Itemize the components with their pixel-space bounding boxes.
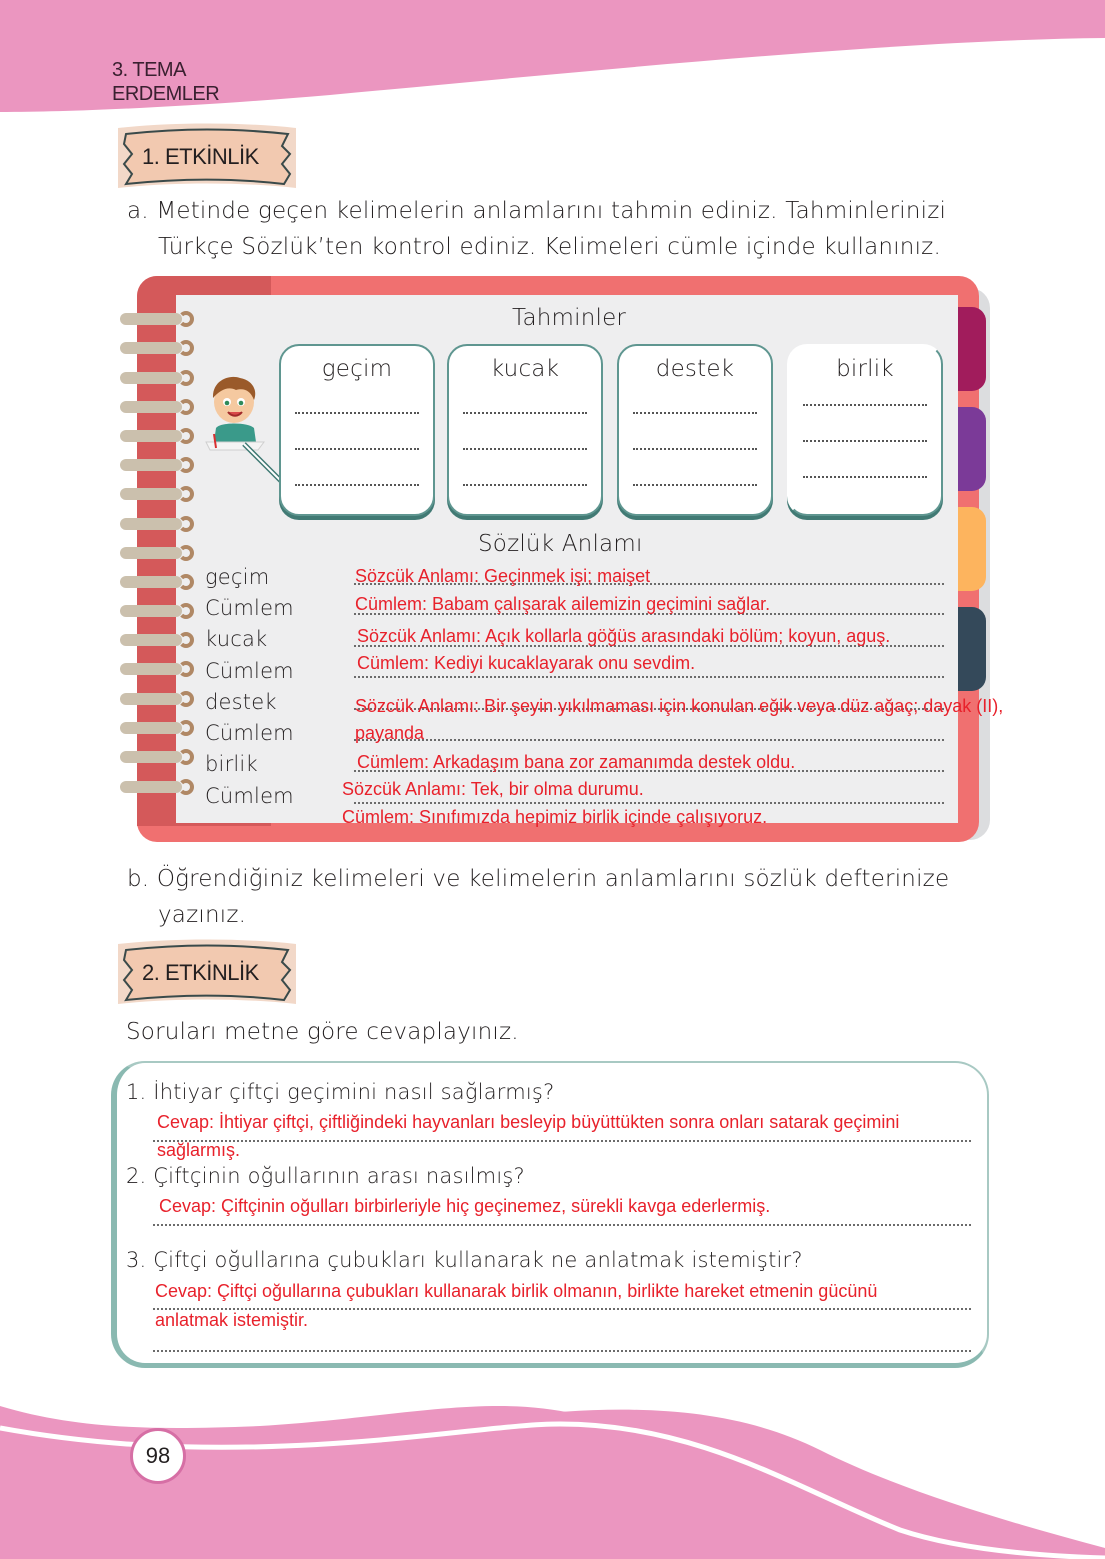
- guess-card: [279, 344, 435, 516]
- theme-number: 3. TEMA: [112, 59, 186, 81]
- instruction-a: a. Metinde geçen kelimelerin anlamlarını tahmin ediniz. Tahminlerinizi Türkçe Sözlük’ten kontrol ediniz. Kelimeleri cümle içinde kullanınız.: [127, 198, 947, 260]
- guesses-title: Tahminler: [512, 305, 627, 331]
- guess-word: destek: [655, 356, 735, 382]
- row-label: Cümlem: [205, 721, 294, 745]
- guess-card: [787, 344, 943, 516]
- spiral-ring: [120, 691, 192, 707]
- answer-line[interactable]: [354, 676, 944, 678]
- answer-line[interactable]: [295, 484, 419, 486]
- spiral-ring: [120, 574, 192, 590]
- question-1: 1. İhtiyar çiftçi geçimini nasıl sağlarmış?: [126, 1080, 555, 1104]
- spiral-ring: [120, 311, 192, 327]
- answer-text: payanda: [355, 723, 425, 743]
- notebook-tab-magenta: [958, 307, 986, 391]
- answer-line[interactable]: [295, 412, 419, 414]
- theme-name: ERDEMLER: [112, 83, 220, 105]
- spiral-ring: [120, 720, 192, 736]
- answer-line[interactable]: [803, 440, 927, 442]
- theme-label: [112, 58, 219, 106]
- activity2-title: 2. ETKİNLİK: [142, 960, 259, 985]
- answer-line[interactable]: [463, 448, 587, 450]
- answer-1-cont: sağlarmış.: [157, 1140, 241, 1160]
- answer-text: Cümlem: Arkadaşım bana zor zamanımda destek oldu.: [357, 752, 796, 772]
- activity1-title: 1. ETKİNLİK: [142, 144, 259, 169]
- instruction-activity2: Soruları metne göre cevaplayınız.: [126, 1019, 519, 1045]
- page-number: 98: [130, 1428, 186, 1484]
- guess-word: birlik: [836, 356, 894, 382]
- answer-text: Sözcük Anlamı: Açık kollarla göğüs arasındaki bölüm; koyun, aguş.: [357, 626, 891, 646]
- spiral-ring: [120, 545, 192, 561]
- spiral-ring: [120, 340, 192, 356]
- question-2: 2. Çiftçinin oğullarının arası nasılmış?: [126, 1164, 525, 1188]
- spiral-ring: [120, 457, 192, 473]
- answer-line[interactable]: [463, 412, 587, 414]
- answer-line[interactable]: [803, 404, 927, 406]
- answer-line[interactable]: [354, 802, 944, 804]
- activity2-banner: [112, 938, 302, 1010]
- question-3: 3. Çiftçi oğullarına çubukları kullanarak ne anlatmak istemiştir?: [126, 1248, 803, 1272]
- answer-text: Cümlem: Babam çalışarak ailemizin geçimini sağlar.: [355, 594, 771, 614]
- spiral-ring: [120, 632, 192, 648]
- guess-word: geçim: [321, 356, 393, 382]
- answer-text: Sözcük Anlamı: Geçinmek işi; maişet: [355, 566, 651, 586]
- answer-line[interactable]: [463, 484, 587, 486]
- answer-3-cont: anlatmak istemiştir.: [155, 1310, 309, 1330]
- answer-line[interactable]: [295, 448, 419, 450]
- answer-line[interactable]: [633, 412, 757, 414]
- answer-text: Cümlem: Kediyi kucaklayarak onu sevdim.: [357, 653, 696, 673]
- answer-text: Cümlem: Sınıfımızda hepimiz birlik içinde çalışıyoruz.: [342, 807, 768, 827]
- activity1-banner: [112, 122, 302, 194]
- spiral-ring: [120, 603, 192, 619]
- answer-line[interactable]: [153, 1224, 971, 1226]
- answer-3: Cevap: Çiftçi oğullarına çubukları kullanarak birlik olmanın, birlikte hareket etmenin gücünü: [155, 1281, 878, 1301]
- instruction-b: b. Öğrendiğiniz kelimeleri ve kelimelerin anlamlarını sözlük defterinize yazınız.: [127, 866, 950, 928]
- spiral-ring: [120, 486, 192, 502]
- guess-card: [617, 344, 773, 516]
- guess-card: [447, 344, 603, 516]
- spiral-ring: [120, 779, 192, 795]
- answer-line[interactable]: [153, 1350, 971, 1352]
- spiral-ring: [120, 399, 192, 415]
- spiral-ring: [120, 661, 192, 677]
- spiral-ring: [120, 516, 192, 532]
- row-label: Cümlem: [205, 784, 294, 808]
- answer-line[interactable]: [803, 476, 927, 478]
- notebook-tab-slate: [958, 607, 986, 691]
- row-label: destek: [205, 690, 277, 714]
- row-label: Cümlem: [205, 596, 294, 620]
- row-label: Cümlem: [205, 659, 294, 683]
- answer-line[interactable]: [153, 1140, 971, 1142]
- notebook-tab-orange: [958, 507, 986, 591]
- answer-line[interactable]: [633, 448, 757, 450]
- answer-1: Cevap: İhtiyar çiftçi, çiftliğindeki hayvanları besleyip büyüttükten sonra onları satarak geçimini: [157, 1112, 900, 1132]
- dictionary-title: Sözlük Anlamı: [478, 531, 643, 557]
- guess-word: kucak: [490, 356, 560, 382]
- spiral-ring: [120, 749, 192, 765]
- answer-2: Cevap: Çiftçinin oğulları birbirleriyle hiç geçinemez, sürekli kavga ederlermiş.: [159, 1196, 771, 1216]
- row-label: geçim: [205, 565, 270, 589]
- answer-text: Sözcük Anlamı: Tek, bir olma durumu.: [342, 779, 644, 799]
- answer-line[interactable]: [354, 739, 944, 741]
- answer-line[interactable]: [633, 484, 757, 486]
- row-label: kucak: [205, 627, 268, 651]
- spiral-ring: [120, 370, 192, 386]
- notebook-tab-purple: [958, 407, 986, 491]
- spiral-ring: [120, 428, 192, 444]
- row-label: birlik: [205, 752, 258, 776]
- answer-text: Sözcük Anlamı: Bir şeyin yıkılmaması için konulan eğik veya düz ağaç; dayak (II),: [355, 696, 1004, 716]
